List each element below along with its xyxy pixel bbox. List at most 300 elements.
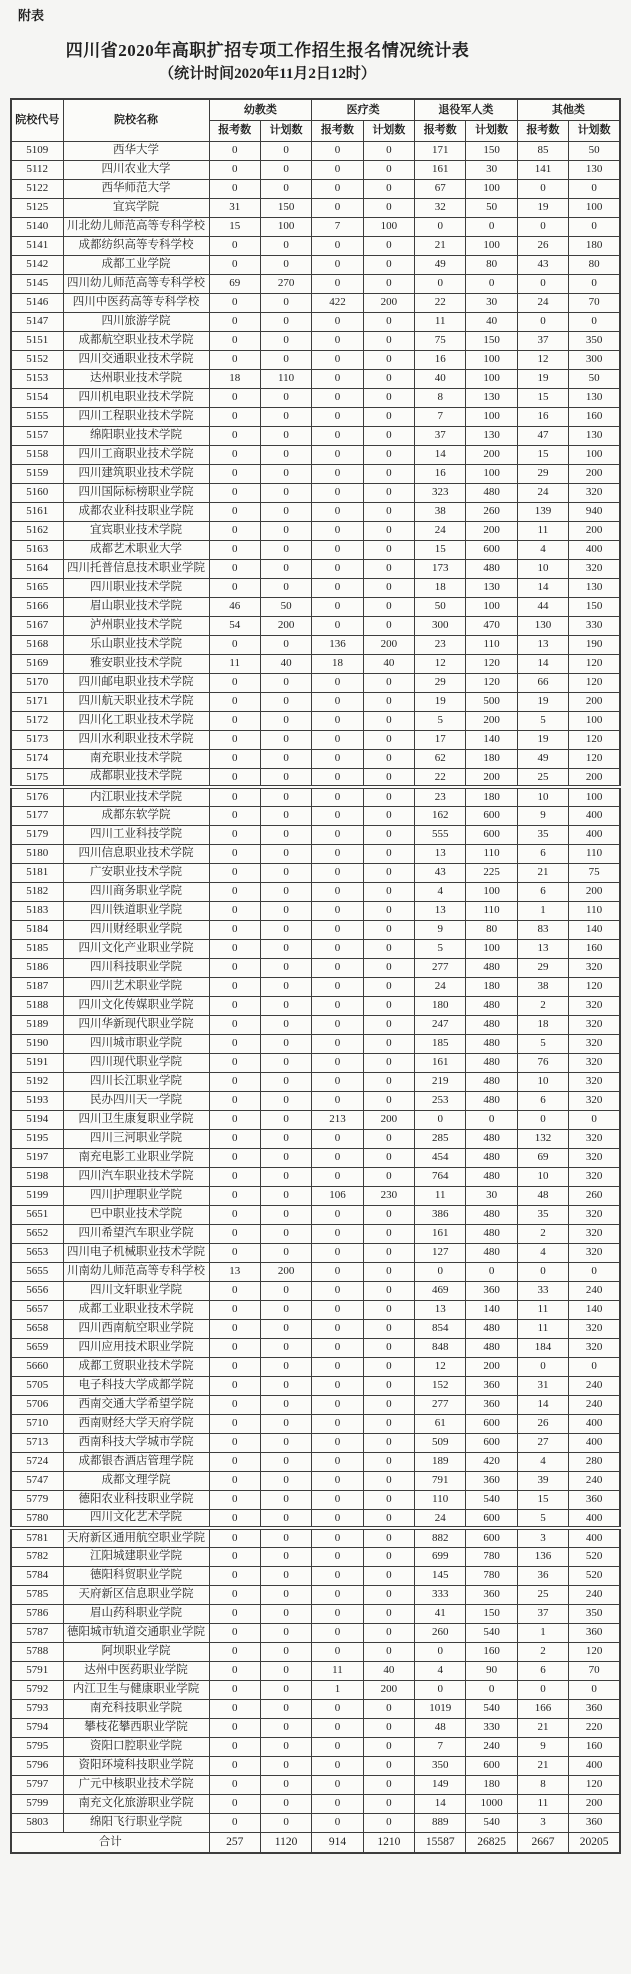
stat-cell: 0 bbox=[209, 1395, 260, 1414]
stat-cell: 75 bbox=[415, 331, 466, 350]
table-row bbox=[11, 1566, 620, 1585]
stat-cell: 0 bbox=[260, 1091, 311, 1110]
table-row bbox=[11, 1471, 620, 1490]
stat-cell: 0 bbox=[363, 1091, 414, 1110]
stat-cell: 50 bbox=[466, 198, 517, 217]
college-code-cell: 5197 bbox=[11, 1148, 63, 1167]
stat-cell: 130 bbox=[466, 578, 517, 597]
stat-cell: 152 bbox=[415, 1376, 466, 1395]
col-group-veterans: 退役军人类 bbox=[415, 99, 518, 120]
stat-cell: 0 bbox=[209, 825, 260, 844]
stat-cell: 0 bbox=[466, 274, 517, 293]
stat-cell: 0 bbox=[569, 1680, 620, 1699]
stat-cell: 0 bbox=[312, 977, 363, 996]
stat-cell: 0 bbox=[260, 483, 311, 502]
stat-cell: 480 bbox=[466, 1072, 517, 1091]
stat-cell: 480 bbox=[466, 1053, 517, 1072]
stat-cell: 110 bbox=[415, 1490, 466, 1509]
stat-cell: 0 bbox=[312, 1243, 363, 1262]
stat-cell: 24 bbox=[415, 977, 466, 996]
stat-cell: 360 bbox=[569, 1490, 620, 1509]
college-code-cell: 5653 bbox=[11, 1243, 63, 1262]
college-name-cell: 巴中职业技术学院 bbox=[63, 1205, 209, 1224]
college-code-cell: 5172 bbox=[11, 711, 63, 730]
college-name-cell: 四川农业大学 bbox=[63, 160, 209, 179]
college-name-cell: 德阳科贸职业学院 bbox=[63, 1566, 209, 1585]
college-code-cell: 5146 bbox=[11, 293, 63, 312]
stat-cell: 0 bbox=[209, 996, 260, 1015]
college-name-cell: 四川文化产业职业学院 bbox=[63, 939, 209, 958]
stat-cell: 0 bbox=[312, 844, 363, 863]
stat-cell: 160 bbox=[569, 1737, 620, 1756]
stat-cell: 24 bbox=[415, 521, 466, 540]
college-name-cell: 成都工业职业技术学院 bbox=[63, 1300, 209, 1319]
stat-cell: 15 bbox=[517, 445, 568, 464]
stat-cell: 0 bbox=[209, 1129, 260, 1148]
college-code-cell: 5184 bbox=[11, 920, 63, 939]
stat-cell: 480 bbox=[466, 1205, 517, 1224]
total-stat-cell: 1210 bbox=[363, 1832, 414, 1853]
stat-cell: 0 bbox=[260, 1205, 311, 1224]
stat-cell: 9 bbox=[415, 920, 466, 939]
stat-cell: 0 bbox=[363, 1319, 414, 1338]
stat-cell: 600 bbox=[466, 825, 517, 844]
college-code-cell: 5165 bbox=[11, 578, 63, 597]
stat-cell: 0 bbox=[209, 1091, 260, 1110]
college-name-cell: 四川工程职业技术学院 bbox=[63, 407, 209, 426]
stat-cell: 0 bbox=[363, 1357, 414, 1376]
stat-cell: 400 bbox=[569, 1414, 620, 1433]
college-name-cell: 四川文轩职业学院 bbox=[63, 1281, 209, 1300]
stat-cell: 0 bbox=[363, 1775, 414, 1794]
stat-cell: 0 bbox=[312, 920, 363, 939]
stat-cell: 0 bbox=[363, 141, 414, 160]
stat-cell: 0 bbox=[260, 1167, 311, 1186]
stat-cell: 0 bbox=[312, 1224, 363, 1243]
stat-cell: 0 bbox=[312, 939, 363, 958]
college-name-cell: 四川文化传媒职业学院 bbox=[63, 996, 209, 1015]
stat-cell: 0 bbox=[312, 1319, 363, 1338]
col-subheader-applicants: 报考数 bbox=[517, 120, 568, 141]
stat-cell: 0 bbox=[209, 1642, 260, 1661]
stat-cell: 0 bbox=[209, 958, 260, 977]
stat-cell: 180 bbox=[466, 749, 517, 768]
stat-cell: 0 bbox=[312, 1129, 363, 1148]
stat-cell: 40 bbox=[363, 1661, 414, 1680]
table-row bbox=[11, 711, 620, 730]
stat-cell: 320 bbox=[569, 1015, 620, 1034]
table-row bbox=[11, 901, 620, 920]
stat-cell: 300 bbox=[415, 616, 466, 635]
college-name-cell: 乐山职业技术学院 bbox=[63, 635, 209, 654]
stat-cell: 132 bbox=[517, 1129, 568, 1148]
stat-cell: 37 bbox=[415, 426, 466, 445]
table-row bbox=[11, 1357, 620, 1376]
college-name-cell: 四川旅游学院 bbox=[63, 312, 209, 331]
stat-cell: 0 bbox=[312, 1281, 363, 1300]
stat-cell: 260 bbox=[466, 502, 517, 521]
college-code-cell: 5141 bbox=[11, 236, 63, 255]
stat-cell: 270 bbox=[260, 274, 311, 293]
stat-cell: 100 bbox=[466, 464, 517, 483]
stat-cell: 0 bbox=[363, 1205, 414, 1224]
stat-cell: 0 bbox=[312, 958, 363, 977]
table-row bbox=[11, 1642, 620, 1661]
stat-cell: 25 bbox=[517, 1585, 568, 1604]
stat-cell: 0 bbox=[260, 502, 311, 521]
stat-cell: 0 bbox=[209, 464, 260, 483]
stat-cell: 213 bbox=[312, 1110, 363, 1129]
stat-cell: 0 bbox=[517, 1110, 568, 1129]
stat-cell: 0 bbox=[312, 1642, 363, 1661]
stat-cell: 69 bbox=[209, 274, 260, 293]
college-code-cell: 5713 bbox=[11, 1433, 63, 1452]
stat-cell: 19 bbox=[415, 692, 466, 711]
stat-cell: 200 bbox=[466, 521, 517, 540]
stat-cell: 0 bbox=[363, 1718, 414, 1737]
college-name-cell: 西南科技大学城市学院 bbox=[63, 1433, 209, 1452]
stat-cell: 480 bbox=[466, 1034, 517, 1053]
stat-cell: 0 bbox=[260, 806, 311, 825]
table-row bbox=[11, 369, 620, 388]
stat-cell: 0 bbox=[209, 1110, 260, 1129]
college-code-cell: 5705 bbox=[11, 1376, 63, 1395]
stat-cell: 0 bbox=[363, 1376, 414, 1395]
college-code-cell: 5109 bbox=[11, 141, 63, 160]
stat-cell: 230 bbox=[363, 1186, 414, 1205]
stat-cell: 100 bbox=[466, 236, 517, 255]
stat-cell: 0 bbox=[260, 559, 311, 578]
stat-cell: 555 bbox=[415, 825, 466, 844]
college-name-cell: 成都艺术职业大学 bbox=[63, 540, 209, 559]
college-code-cell: 5155 bbox=[11, 407, 63, 426]
table-row bbox=[11, 198, 620, 217]
stat-cell: 0 bbox=[517, 312, 568, 331]
stat-cell: 0 bbox=[312, 255, 363, 274]
college-name-cell: 南充职业技术学院 bbox=[63, 749, 209, 768]
stat-cell: 35 bbox=[517, 825, 568, 844]
table-row bbox=[11, 597, 620, 616]
stat-cell: 0 bbox=[363, 1737, 414, 1756]
stat-cell: 0 bbox=[312, 768, 363, 787]
stat-cell: 0 bbox=[312, 1414, 363, 1433]
table-row bbox=[11, 1547, 620, 1566]
stat-cell: 0 bbox=[363, 1338, 414, 1357]
stats-table-body bbox=[11, 141, 620, 1853]
stat-cell: 220 bbox=[569, 1718, 620, 1737]
stat-cell: 0 bbox=[209, 1338, 260, 1357]
table-row bbox=[11, 141, 620, 160]
stat-cell: 0 bbox=[312, 1015, 363, 1034]
stat-cell: 0 bbox=[260, 1566, 311, 1585]
stat-cell: 0 bbox=[466, 1110, 517, 1129]
stat-cell: 240 bbox=[466, 1737, 517, 1756]
college-code-cell: 5781 bbox=[11, 1528, 63, 1547]
col-header-code: 院校代号 bbox=[11, 99, 63, 141]
stat-cell: 0 bbox=[569, 179, 620, 198]
stat-cell: 600 bbox=[466, 540, 517, 559]
stat-cell: 0 bbox=[517, 1262, 568, 1281]
college-name-cell: 攀枝花攀西职业学院 bbox=[63, 1718, 209, 1737]
col-subheader-plan: 计划数 bbox=[363, 120, 414, 141]
college-name-cell: 四川铁道职业学院 bbox=[63, 901, 209, 920]
college-name-cell: 达州中医药职业学院 bbox=[63, 1661, 209, 1680]
college-code-cell: 5160 bbox=[11, 483, 63, 502]
stat-cell: 0 bbox=[260, 236, 311, 255]
table-row bbox=[11, 844, 620, 863]
stat-cell: 200 bbox=[569, 882, 620, 901]
stat-cell: 520 bbox=[569, 1566, 620, 1585]
stat-cell: 0 bbox=[209, 255, 260, 274]
stat-cell: 0 bbox=[363, 236, 414, 255]
stat-cell: 320 bbox=[569, 1034, 620, 1053]
stat-cell: 200 bbox=[466, 768, 517, 787]
stat-cell: 350 bbox=[569, 331, 620, 350]
stat-cell: 47 bbox=[517, 426, 568, 445]
table-row bbox=[11, 1756, 620, 1775]
stat-cell: 0 bbox=[363, 768, 414, 787]
stat-cell: 0 bbox=[363, 559, 414, 578]
stat-cell: 0 bbox=[209, 939, 260, 958]
college-name-cell: 四川希望汽车职业学院 bbox=[63, 1224, 209, 1243]
college-name-cell: 四川电子机械职业技术学院 bbox=[63, 1243, 209, 1262]
stat-cell: 0 bbox=[312, 1509, 363, 1528]
stat-cell: 480 bbox=[466, 958, 517, 977]
stat-cell: 0 bbox=[260, 1376, 311, 1395]
stat-cell: 0 bbox=[569, 217, 620, 236]
stat-cell: 600 bbox=[466, 1433, 517, 1452]
stat-cell: 0 bbox=[312, 198, 363, 217]
total-stat-cell: 20205 bbox=[569, 1832, 620, 1853]
stat-cell: 0 bbox=[260, 692, 311, 711]
stat-cell: 0 bbox=[312, 597, 363, 616]
college-name-cell: 四川城市职业学院 bbox=[63, 1034, 209, 1053]
stat-cell: 0 bbox=[517, 217, 568, 236]
stat-cell: 160 bbox=[569, 407, 620, 426]
stat-cell: 6 bbox=[517, 844, 568, 863]
college-code-cell: 5189 bbox=[11, 1015, 63, 1034]
college-code-cell: 5780 bbox=[11, 1509, 63, 1528]
college-name-cell: 成都文理学院 bbox=[63, 1471, 209, 1490]
stat-cell: 0 bbox=[260, 1699, 311, 1718]
stat-cell: 0 bbox=[209, 1490, 260, 1509]
stat-cell: 360 bbox=[466, 1376, 517, 1395]
stat-cell: 1 bbox=[312, 1680, 363, 1699]
college-code-cell: 5168 bbox=[11, 635, 63, 654]
table-row bbox=[11, 1319, 620, 1338]
stat-cell: 150 bbox=[466, 141, 517, 160]
stat-cell: 333 bbox=[415, 1585, 466, 1604]
college-code-cell: 5154 bbox=[11, 388, 63, 407]
stat-cell: 780 bbox=[466, 1566, 517, 1585]
stat-cell: 22 bbox=[415, 768, 466, 787]
college-code-cell: 5188 bbox=[11, 996, 63, 1015]
stat-cell: 14 bbox=[415, 445, 466, 464]
college-name-cell: 宜宾学院 bbox=[63, 198, 209, 217]
stat-cell: 600 bbox=[466, 1414, 517, 1433]
college-name-cell: 天府新区信息职业学院 bbox=[63, 1585, 209, 1604]
stat-cell: 14 bbox=[517, 654, 568, 673]
stat-cell: 0 bbox=[363, 445, 414, 464]
stat-cell: 0 bbox=[363, 1148, 414, 1167]
stat-cell: 9 bbox=[517, 806, 568, 825]
stat-cell: 0 bbox=[209, 445, 260, 464]
stat-cell: 0 bbox=[209, 673, 260, 692]
stat-cell: 0 bbox=[466, 1262, 517, 1281]
college-code-cell: 5660 bbox=[11, 1357, 63, 1376]
table-row bbox=[11, 160, 620, 179]
stat-cell: 480 bbox=[466, 1129, 517, 1148]
college-name-cell: 四川职业技术学院 bbox=[63, 578, 209, 597]
stat-cell: 24 bbox=[517, 483, 568, 502]
stat-cell: 0 bbox=[312, 274, 363, 293]
table-row bbox=[11, 236, 620, 255]
stat-cell: 0 bbox=[312, 996, 363, 1015]
stat-cell: 0 bbox=[312, 1756, 363, 1775]
stat-cell: 160 bbox=[466, 1642, 517, 1661]
stat-cell: 0 bbox=[363, 179, 414, 198]
total-stat-cell: 914 bbox=[312, 1832, 363, 1853]
table-row bbox=[11, 939, 620, 958]
stat-cell: 0 bbox=[363, 1452, 414, 1471]
stat-cell: 0 bbox=[363, 1053, 414, 1072]
table-row bbox=[11, 1661, 620, 1680]
stat-cell: 136 bbox=[312, 635, 363, 654]
stat-cell: 40 bbox=[415, 369, 466, 388]
stat-cell: 0 bbox=[363, 521, 414, 540]
college-code-cell: 5181 bbox=[11, 863, 63, 882]
college-code-cell: 5167 bbox=[11, 616, 63, 635]
stat-cell: 0 bbox=[260, 331, 311, 350]
stat-cell: 0 bbox=[312, 1718, 363, 1737]
stat-cell: 40 bbox=[260, 654, 311, 673]
stat-cell: 83 bbox=[517, 920, 568, 939]
attachment-label: 附表 bbox=[18, 8, 45, 23]
total-row bbox=[11, 1832, 620, 1853]
stat-cell: 0 bbox=[363, 1300, 414, 1319]
stat-cell: 127 bbox=[415, 1243, 466, 1262]
stat-cell: 48 bbox=[517, 1186, 568, 1205]
college-name-cell: 资阳口腔职业学院 bbox=[63, 1737, 209, 1756]
stat-cell: 0 bbox=[260, 1015, 311, 1034]
stat-cell: 320 bbox=[569, 1129, 620, 1148]
stat-cell: 166 bbox=[517, 1699, 568, 1718]
stat-cell: 0 bbox=[312, 1148, 363, 1167]
stat-cell: 30 bbox=[466, 160, 517, 179]
stat-cell: 0 bbox=[209, 1205, 260, 1224]
college-code-cell: 5706 bbox=[11, 1395, 63, 1414]
stat-cell: 0 bbox=[363, 1604, 414, 1623]
stat-cell: 0 bbox=[312, 1813, 363, 1832]
stat-cell: 0 bbox=[363, 920, 414, 939]
college-name-cell: 四川护理职业学院 bbox=[63, 1186, 209, 1205]
stat-cell: 0 bbox=[363, 730, 414, 749]
stat-cell: 141 bbox=[517, 160, 568, 179]
table-row bbox=[11, 882, 620, 901]
stat-cell: 0 bbox=[209, 1357, 260, 1376]
stat-cell: 480 bbox=[466, 1091, 517, 1110]
stat-cell: 320 bbox=[569, 1224, 620, 1243]
table-row bbox=[11, 1224, 620, 1243]
stat-cell: 21 bbox=[415, 236, 466, 255]
stat-cell: 0 bbox=[363, 1566, 414, 1585]
stat-cell: 400 bbox=[569, 1756, 620, 1775]
stat-cell: 11 bbox=[517, 1319, 568, 1338]
stat-cell: 23 bbox=[415, 787, 466, 806]
stat-cell: 4 bbox=[415, 1661, 466, 1680]
stat-cell: 0 bbox=[209, 388, 260, 407]
stat-cell: 25 bbox=[517, 768, 568, 787]
stat-cell: 130 bbox=[569, 388, 620, 407]
stat-cell: 0 bbox=[260, 996, 311, 1015]
stat-cell: 0 bbox=[312, 179, 363, 198]
stat-cell: 0 bbox=[312, 160, 363, 179]
stat-cell: 0 bbox=[312, 388, 363, 407]
stat-cell: 0 bbox=[260, 1585, 311, 1604]
title-block bbox=[0, 40, 631, 84]
stat-cell: 0 bbox=[312, 1547, 363, 1566]
college-code-cell: 5794 bbox=[11, 1718, 63, 1737]
stat-cell: 19 bbox=[517, 692, 568, 711]
stat-cell: 0 bbox=[209, 1699, 260, 1718]
stat-cell: 0 bbox=[209, 559, 260, 578]
stat-cell: 5 bbox=[517, 1034, 568, 1053]
stat-cell: 0 bbox=[415, 1680, 466, 1699]
stat-cell: 0 bbox=[363, 711, 414, 730]
stat-cell: 19 bbox=[517, 730, 568, 749]
college-code-cell: 5147 bbox=[11, 312, 63, 331]
stat-cell: 19 bbox=[517, 369, 568, 388]
stat-cell: 480 bbox=[466, 483, 517, 502]
stat-cell: 0 bbox=[363, 1015, 414, 1034]
stat-cell: 0 bbox=[209, 1015, 260, 1034]
stat-cell: 120 bbox=[569, 1642, 620, 1661]
stat-cell: 0 bbox=[209, 1680, 260, 1699]
stat-cell: 120 bbox=[569, 730, 620, 749]
stat-cell: 0 bbox=[209, 1433, 260, 1452]
college-code-cell: 5176 bbox=[11, 787, 63, 806]
stat-cell: 0 bbox=[260, 863, 311, 882]
college-code-cell: 5164 bbox=[11, 559, 63, 578]
stat-cell: 470 bbox=[466, 616, 517, 635]
stat-cell: 0 bbox=[312, 407, 363, 426]
stat-cell: 0 bbox=[260, 673, 311, 692]
stat-cell: 54 bbox=[209, 616, 260, 635]
stat-cell: 0 bbox=[312, 369, 363, 388]
stat-cell: 8 bbox=[517, 1775, 568, 1794]
stat-cell: 24 bbox=[415, 1509, 466, 1528]
stat-cell: 0 bbox=[363, 350, 414, 369]
stat-cell: 32 bbox=[415, 198, 466, 217]
stat-cell: 0 bbox=[260, 1186, 311, 1205]
stat-cell: 70 bbox=[569, 293, 620, 312]
stat-cell: 0 bbox=[209, 1414, 260, 1433]
college-code-cell: 5659 bbox=[11, 1338, 63, 1357]
col-header-name: 院校名称 bbox=[63, 99, 209, 141]
col-group-medical: 医疗类 bbox=[312, 99, 415, 120]
stat-cell: 320 bbox=[569, 1053, 620, 1072]
stat-cell: 50 bbox=[569, 141, 620, 160]
college-name-cell: 民办四川天一学院 bbox=[63, 1091, 209, 1110]
stat-cell: 150 bbox=[466, 1604, 517, 1623]
stat-cell: 130 bbox=[517, 616, 568, 635]
table-row bbox=[11, 559, 620, 578]
college-code-cell: 5166 bbox=[11, 597, 63, 616]
stat-cell: 320 bbox=[569, 559, 620, 578]
stat-cell: 420 bbox=[466, 1452, 517, 1471]
college-name-cell: 四川财经职业学院 bbox=[63, 920, 209, 939]
stat-cell: 4 bbox=[517, 540, 568, 559]
